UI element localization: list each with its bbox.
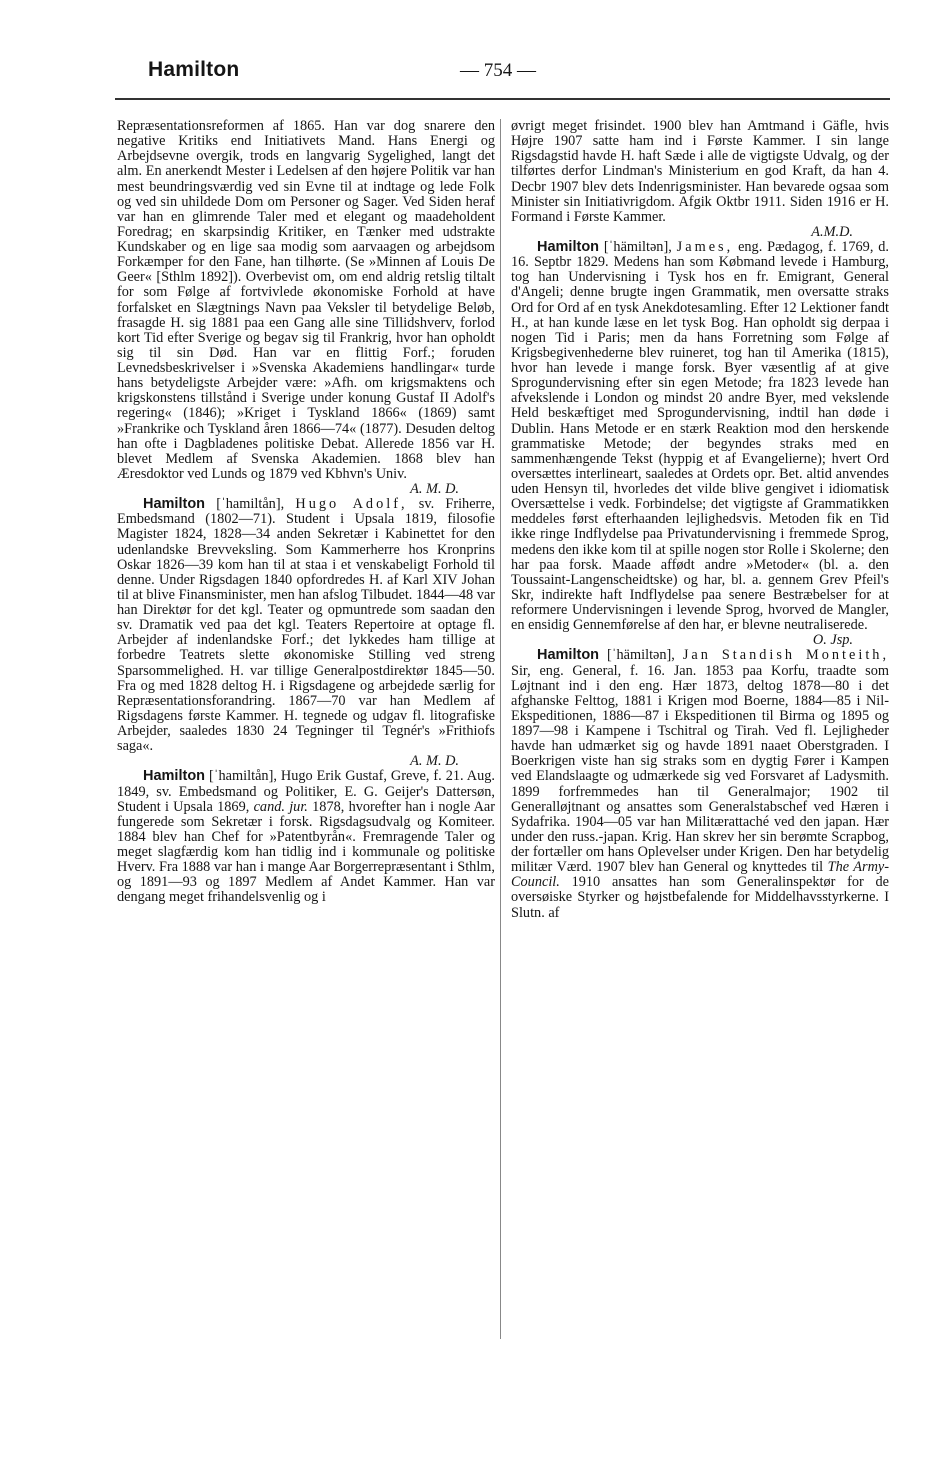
italic-term: The Army-Council. [511,859,889,891]
author-signature: A.M.D. [811,223,853,240]
running-head: Hamilton [148,58,240,81]
entry-headword: Hamilton [143,496,206,513]
entry-text: Sir, eng. General, f. 16. Jan. 1853 paa Korfu, traadte som Løjtnant ind i den eng. Hær 1873, deltog 1878—80 i det afghanske Felttog, 1881 i Krigen mod Boerne, 1884—85 i Nil-Ekspeditionen, 1886—87 i Ekspeditionen til Birma og 1895 og 1897—98 i Kampene i Tschitral og Tirah. Ved fl. Lejligheder havde han udmærket sig og havde 1891 naaet Oberstgraden. I Boerkrigen viste han sig straks som en dygtig Fører i Kampen ved Elandslaagte og udmærkede sig ved Forsvaret af Ladysmith. 1899 forfremmedes han til Generalmajor; 1902 til Generalløjtnant og ansattes som Generalstabschef ved Hæren i Sydafrika. 1904—05 var han Militærattaché ved den japan. Hær under den russ.-japan. Krig. Han skrev her sin berømte Scrapbog, der fortæller om hans Oplevelser under Krigen. Den har betydelig militær Værd. 1907 blev han General og knyttedes til [511,662,889,876]
entry-jan-standish-monteith [511,648,889,920]
left-column [117,119,495,906]
entry-text: Greve, f. 21. Aug. 1849, sv. Embedsmand og Politiker, E. G. Geijer's Dattersøn, Student i Upsala 1869, [117,768,495,815]
pronunciation: [ˈhamiltån], [216,496,285,513]
entry-headword: Hamilton [143,768,206,785]
entry-name: Jan Standish Monteith, [682,647,890,664]
author-signature: O. Jsp. [812,632,853,649]
pronunciation: [ˈhamiltån], [209,768,277,785]
column-divider [500,119,501,1339]
entry-headword: Hamilton [537,647,600,664]
entry-headword: Hamilton [537,239,600,255]
entry-hugo-adolf [117,497,495,769]
entry-hugo-erik-gustaf [117,769,495,905]
right-column [511,119,889,921]
entry-text: 1878, hvorefter han i nogle Aar fungerede som Sekretær i forsk. Rigsdagsudvalg og Komiteer. 1884 blev han Chef for »Patentbyrån«. Fremragende Taler og meget slagfærdig kom han tidlig ind i kommunale og politiske Hverv. Fra 1888 var han i mange Aar Borgerrepræsentant i Sthlm, og 1891—93 og 1897 Medlem af Andet Kammer. Han var dengang meget frihandelsvenlig og i [117,798,496,906]
entry-continuation [511,119,889,240]
author-signature: A. M. D. [410,753,459,770]
entry-name: Hugo Erik Gustaf, [280,768,387,785]
header-rule [115,98,890,100]
entry-text: Repræsentationsreformen af 1865. Han var dog snarere den negative Kritiks end Initiativets Mand. Hans Energi og Arbejdsevne overgik, trods en langvarig Sygelighed, langt det alm. En anerkendt Mester i Ledelsen af den højere Politik var han mest beundringsværdig ved sin Evne til at indtage og lede Folk og ved sin uhildede Dom om Personer og Sager. Ved Siden heraf var han en glimrende Taler med et elegant og maadeholdent Foredrag; en skarpsindig Kritiker, en Tænker med udstrakte Kundskaber og en lige saa modig som aarvaagen og arbejdsom Forkæmper for den Fane, han tilhørte. (Se »Minnen af Louis De Geer« [Sthlm 1892]). Overbevist om, om end aldrig retslig tiltalt for som Følge af fortvivlede økonomiske Forhold at have forfalsket en Slægtnings Navn paa Veksler til betydelige Beløb, frasagde H. sig 1881 paa een Gang alle sine Tillidshverv, forlod kort Tid efter Sverige og begav sig til Frankrig, hvor han opholdt sig til sin Død. Han var en flittig Forf.; foruden Levnedsbeskrivelser i »Svenska Akademiens handlingar« turde hans betydeligste Arbejder være: »Afh. om krigsmaktens och krigskonstens tillstånd i Sverige under konung Gustaf II Adolf's regering« (1846); »Kriget i Tyskland 1866« (1869) samt »Frankrike och Tyskland åren 1866—74« (1877). Desuden deltog han ofte i Dagbladenes politiske Debat. Allerede 1856 var H. blevet Medlem af Svenska Akademien. 1868 blev han Æresdoktor ved Lunds og 1879 ved Kbhvn's Univ. [117,118,495,482]
running-header [148,58,842,92]
entry-continuation [117,119,495,497]
entry-james [511,240,889,648]
entry-name: James, [676,239,734,255]
entry-text: eng. Pædagog, f. 1769, d. 16. Septbr 1829. Medens han som Købmand levede i Hamburg, tog han Undervisning i Tysk hos en fr. Emigrant, General d'Angeli; denne brugte ingen Grammatik, men oversatte straks Ord for Ord af en tysk Anekdotesamling. Efter 12 Lektioner fandt H., at han kunde læse en let tysk Bog. Han opholdt sig derpaa i nogen Tid i Paris; men da hans Forretning som Følge af Krigsbegivenhederne blev ruineret, tog han til Amerika (1815), hvor han levede i mange forsk. Byer væsentlig af at give Sprogundervisning efter sin egen Metode; fra 1823 levede han afvekslende i London og mindst 20 andre Byer, med vekslende Held beskæftiget med Sprogundervisning, indtil han døde i Dublin. Hans Metode er en stærk Reaktion mod den herskende grammatiske Metode; der begyndes straks med en sammenhængende Tekst (hyppig et af Evangelierne); hvert Ord oversættes interlineart, saaledes at Ordets opr. Bet. altid anvendes uden Hensyn til, hvorledes det vilde blive gengivet i idiomatisk Oversættelse i vedk. Forbindelse; det vigtigste af Grammatikken meddeles først efterhaanden lejlighedsvis. Metoden fik en Tid ikke ringe Indflydelse paa Privatundervisning i fremmede Sprog, medens den ikke kom til at spille nogen stor Rolle i Skolerne; den har paa forsk. Maade affødt andre »Metoder« (bl. a. den Toussaint-Langenscheidtske) og har, bl. a. gennem Grev Pfeil's Skr, indirekte haft Indflydelse paa senere Bestræbelser for at reformere Undervisningen i levende Sprog, hvorved de Mangler, en ensidig Gennemførelse af den har, er blevne neutraliserede. [511,239,889,634]
italic-term: cand. jur. [253,798,308,815]
pronunciation: [ˈhämiltən], [603,239,672,255]
pronunciation: [ˈhämiltən], [606,647,675,664]
entry-name: Hugo Adolf, [295,496,408,513]
entry-text: 1910 ansattes han som Generalinspektør for de oversøiske Styrker og højstbefalende for Middelhavsstyrkerne. I Slutn. af [511,874,890,921]
author-signature: A. M. D. [410,481,459,497]
page-number: — 754 — [460,60,536,81]
entry-text: øvrigt meget frisindet. 1900 blev han Amtmand i Gäfle, hvis Højre 1907 satte ham ind i Første Kammer. I sin lange Rigsdagstid havde H. haft Sæde i alle de vigtigste Udvalg, og der tilførtes derfor Lindman's Ministerium en god Kraft, da han 4. Decbr 1907 blev dets Indenrigsminister. Han bevarede ogsaa som Minister sin Initiativrigdom. Afgik Oktbr 1911. Siden 1916 er H. Formand i Første Kammer. [511,118,889,225]
entry-text: sv. Friherre, Embedsmand (1802—71). Student i Upsala 1819, filosofie Magister 1824, 1828—34 anden Sekretær i Kabinettet for den udenlandske Brevveksling. Som Kammerherre hos Kronprins Oskar 1826—39 kom han til at staa i et venskabeligt Forhold til denne. Under Rigsdagen 1840 opfordredes H. af Karl XIV Johan til at blive Finansminister, men han afslog Tilbudet. 1844—48 var han Direktør for det kgl. Teater og opmuntrede som saadan den sv. Dramatik ved paa det kgl. Teaters Repertoire at optage fl. Arbejder af indenlandske Forf.; det lykkedes ham tillige at forbedre Teatrets slette økonomiske Stilling ved streng Sparsommelighed. H. var tillige Generalpostdirektør 1845—50. Fra og med 1828 deltog H. i Rigsdagene og arbejdede særlig for Repræsentationsforandring. 1867—70 var han Medlem af Rigsdagens første Kammer. H. tegnede og udgav fl. litografiske Arbejder, saaledes 1830 24 Tegninger til Tegnér's »Frithiofs saga«. [117,496,495,755]
